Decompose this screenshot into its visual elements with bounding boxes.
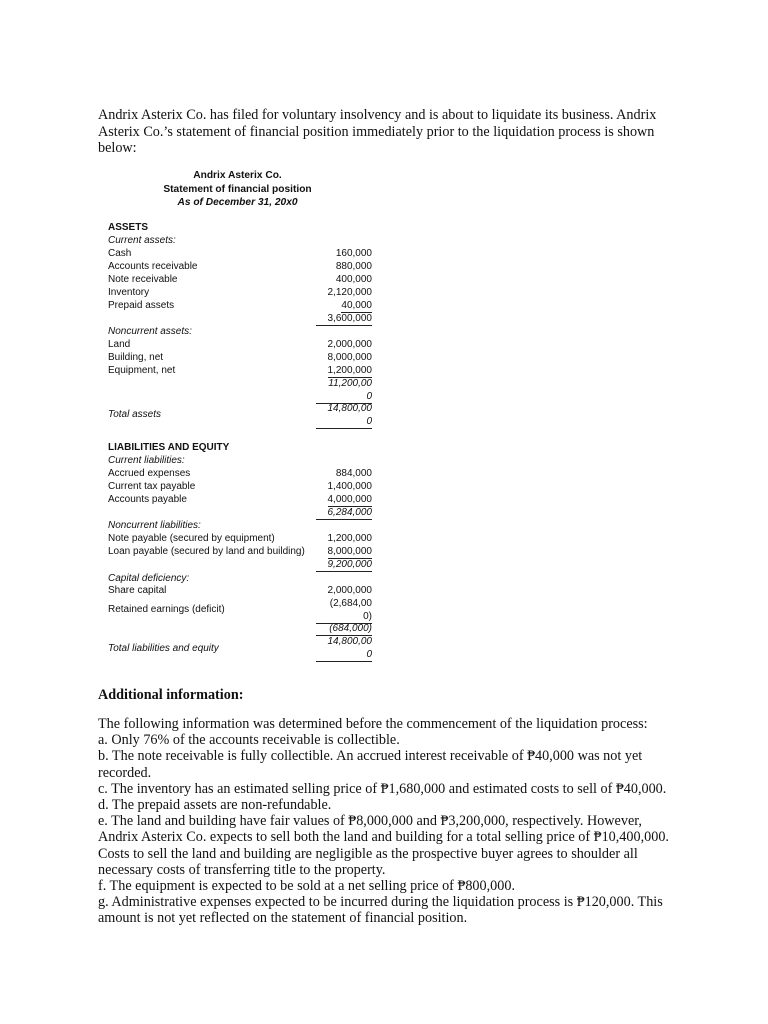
tax-label: Current tax payable: [108, 481, 196, 492]
list-item: b. The note receivable is fully collectible. An accrued interest receivable of ₱40,000 was not yet recorded.: [98, 748, 643, 781]
ar-label: Accounts receivable: [108, 261, 198, 272]
equipment-label: Equipment, net: [108, 365, 176, 376]
noncurrent-assets-heading: Noncurrent assets:: [108, 326, 192, 337]
total-assets-b: 0: [316, 415, 372, 429]
share-value: 2,000,000: [327, 585, 372, 596]
le-heading: LIABILITIES AND EQUITY: [108, 442, 230, 453]
share-label: Share capital: [108, 585, 167, 596]
statement-title: Statement of financial position: [163, 183, 312, 195]
current-liab-total: 6,284,000: [316, 506, 372, 520]
accrued-label: Accrued expenses: [108, 468, 191, 479]
additional-info-lead: The following information was determined before the commencement of the liquidation process:: [98, 716, 648, 732]
company-name: Andrix Asterix Co.: [193, 170, 282, 181]
lp-label: Loan payable (secured by land and building): [108, 546, 305, 557]
re-value-b: 0): [316, 610, 372, 624]
np-value: 1,200,000: [327, 533, 372, 544]
accrued-value: 884,000: [335, 468, 372, 479]
inventory-label: Inventory: [108, 287, 150, 298]
land-value: 2,000,000: [327, 339, 372, 350]
capdef-total: (684,000): [316, 622, 372, 636]
list-item: a. Only 76% of the accounts receivable is collectible.: [98, 732, 400, 749]
cash-label: Cash: [108, 248, 132, 259]
equipment-value: 1,200,000: [327, 365, 372, 376]
total-le-a: 14,800,00: [327, 636, 372, 647]
noncurrent-liab-heading: Noncurrent liabilities:: [108, 520, 201, 531]
list-item: d. The prepaid assets are non-refundable.: [98, 797, 332, 814]
re-value-a: (2,684,00: [329, 598, 372, 609]
nr-value: 400,000: [335, 274, 372, 285]
land-label: Land: [108, 339, 131, 350]
total-assets-a: 14,800,00: [327, 403, 372, 414]
cash-value: 160,000: [335, 248, 372, 259]
tax-value: 1,400,000: [327, 481, 372, 492]
lp-value: 8,000,000: [327, 546, 372, 557]
noncurrent-assets-total-b: 0: [316, 390, 372, 404]
current-liab-heading: Current liabilities:: [108, 455, 185, 466]
total-assets-label: Total assets: [108, 409, 161, 420]
list-item: f. The equipment is expected to be sold at a net selling price of ₱800,000.: [98, 878, 515, 895]
additional-info-title: Additional information:: [98, 687, 244, 703]
total-le-b: 0: [316, 648, 372, 662]
ar-value: 880,000: [335, 261, 372, 272]
additional-info: [98, 716, 678, 927]
intro-paragraph: Andrix Asterix Co. has filed for voluntary insolvency and is about to liquidate its business. Andrix Asterix Co.’s statement of financial position immediately prior to the liquidation process is shown below:: [98, 107, 657, 156]
np-label: Note payable (secured by equipment): [108, 533, 275, 544]
current-assets-total: 3,600,000: [316, 312, 372, 326]
total-le-label: Total liabilities and equity: [108, 643, 219, 654]
noncurrent-liab-total: 9,200,000: [316, 558, 372, 572]
capdef-heading: Capital deficiency:: [108, 573, 190, 584]
ap-label: Accounts payable: [108, 494, 187, 505]
prepaid-value: 40,000: [341, 300, 372, 311]
ap-value: 4,000,000: [327, 494, 372, 505]
building-label: Building, net: [108, 352, 164, 363]
inventory-value: 2,120,000: [327, 287, 372, 298]
list-item: c. The inventory has an estimated selling price of ₱1,680,000 and estimated costs to sell of ₱40,000.: [98, 780, 667, 797]
re-label: Retained earnings (deficit): [108, 604, 225, 615]
statement-date: As of December 31, 20x0: [177, 197, 298, 208]
assets-heading: ASSETS: [108, 222, 149, 233]
current-assets-heading: Current assets:: [108, 235, 176, 246]
list-item: e. The land and building have fair values of ₱8,000,000 and ₱3,200,000, respectively. However, Andrix Asterix Co. expects to sell both the land and building for a total selling price of ₱10,400,000. Costs to sell the land and building are negligible as the prospective buyer agrees to shoulder all necessary costs of transferring title to the property.: [98, 813, 669, 878]
nr-label: Note receivable: [108, 274, 178, 285]
list-item: g. Administrative expenses expected to be incurred during the liquidation process is ₱120,000. This amount is not yet reflected on the statement of financial position.: [98, 894, 663, 927]
prepaid-label: Prepaid assets: [108, 300, 175, 311]
building-value: 8,000,000: [327, 352, 372, 363]
noncurrent-assets-total-a: 11,200,00: [328, 378, 372, 389]
statement-header: [150, 169, 325, 210]
